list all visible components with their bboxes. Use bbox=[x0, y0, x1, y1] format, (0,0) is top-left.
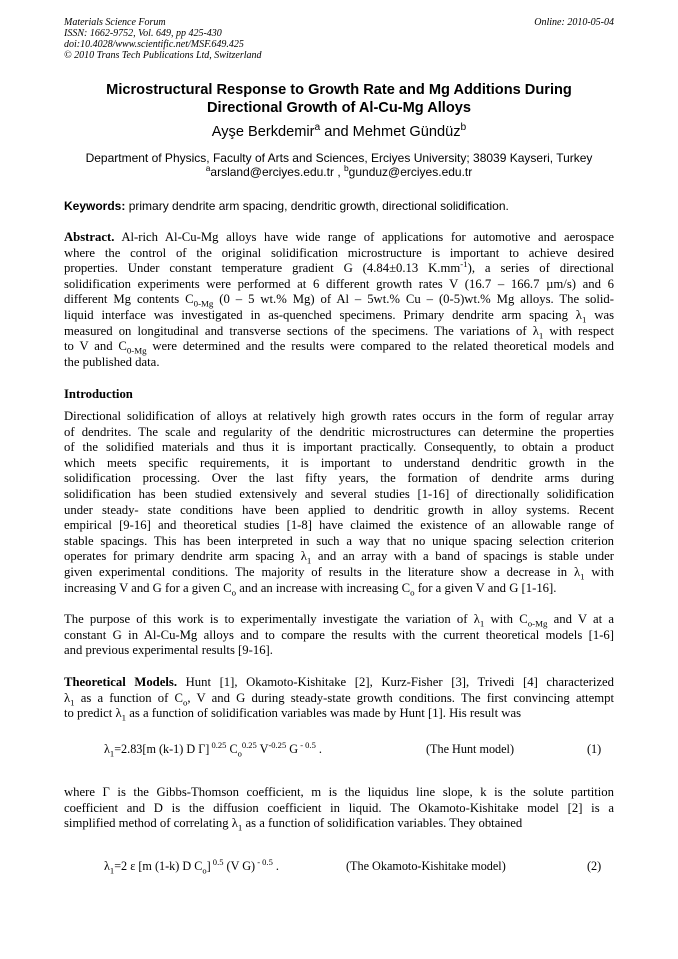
keywords-label: Keywords: bbox=[64, 199, 126, 213]
eq-term: =2 ε [m (1-k) D C bbox=[114, 859, 203, 873]
body-text: given experimental conditions. The majority of results in the literature show a decrease in λ bbox=[64, 564, 581, 579]
body-sub: 1 bbox=[479, 618, 485, 629]
abstract-line bbox=[64, 258, 614, 277]
body-sub: o bbox=[231, 587, 237, 598]
body-text: with C bbox=[484, 612, 528, 626]
eq-term: V bbox=[256, 742, 269, 756]
eq-sub: 1 bbox=[109, 865, 115, 876]
keywords-text: primary dendrite arm spacing, dendritic growth, directional solidification. bbox=[125, 199, 509, 213]
body-text: for a given V and G [1-16]. bbox=[414, 580, 557, 595]
body-line: Directional solidification of alloys at relatively high growth rates occurs in the form of regular array bbox=[64, 409, 614, 423]
eq-term: =2.83[m (k-1) D Γ] bbox=[114, 742, 210, 756]
body-sub: 1 bbox=[580, 571, 585, 582]
section-heading-theory: Theoretical Models. bbox=[64, 675, 178, 689]
body-line bbox=[64, 691, 614, 707]
equation-label: (The Okamoto-Kishitake model) bbox=[346, 859, 506, 873]
eq-term: (V G) bbox=[223, 859, 256, 873]
author-affil-mark: a bbox=[314, 122, 321, 134]
body-sub: 1 bbox=[121, 712, 127, 723]
body-line: stable spacings. This has been interpreted in such a way that no unique spacing selection criterion bbox=[64, 533, 614, 548]
body-text: simplified method of correlating λ bbox=[64, 816, 238, 831]
abstract-text: with respect bbox=[543, 323, 614, 338]
email-line bbox=[64, 165, 614, 179]
body-text: The purpose of this work is to experimentally investigate the variation of λ bbox=[64, 612, 480, 626]
equation-number: (2) bbox=[587, 859, 602, 873]
eq-term: G bbox=[286, 742, 299, 756]
equation-label: (The Hunt model) bbox=[426, 742, 514, 756]
abstract bbox=[64, 230, 614, 370]
abstract-text: liquid interface was investigated in as-quenched specimens. Primary dendrite arm spacing λ bbox=[64, 307, 582, 322]
body-text: and V at a bbox=[547, 612, 614, 626]
author-name: Ayşe Berkdemir bbox=[211, 124, 315, 140]
body-sub: 1 bbox=[306, 555, 312, 566]
body-text: , V and G during steady-state growth conditions. The first convincing attempt bbox=[187, 690, 614, 705]
body-text: as a function of solidification variables. They obtained bbox=[242, 816, 523, 831]
body-sub: 1 bbox=[237, 822, 243, 833]
body-text: operates for primary dendrite arm spacing λ bbox=[64, 549, 307, 564]
abstract-sub: 0-Mg bbox=[126, 345, 147, 356]
abstract-line bbox=[64, 324, 614, 340]
body-line: which meets specific requirements, it is important to understand dendritic growth in the bbox=[64, 455, 614, 470]
eq-term: . bbox=[315, 742, 322, 756]
introduction-paragraph bbox=[64, 409, 614, 596]
affiliation-line: Department of Physics, Faculty of Arts and Sciences, Erciyes University; 38039 Kayseri, Turkey bbox=[85, 151, 593, 165]
body-line: solidification has been studied extensively and several studies [1-16] of directionally solidification bbox=[64, 486, 614, 501]
body-line: under steady- state conditions have been applied to dendritic growth in alloy systems. Recent bbox=[64, 502, 614, 517]
body-line: of the solidified materials and thus it is important practically. Consequently, to obtain a product bbox=[64, 440, 614, 455]
author-name: Mehmet Gündüz bbox=[352, 124, 461, 140]
abstract-text: properties. Under constant temperature gradient G (4.84±0.13 K.mm bbox=[64, 261, 461, 276]
eq-sup: -0.25 bbox=[268, 739, 287, 750]
body-line bbox=[64, 549, 614, 565]
section-heading-introduction: Introduction bbox=[64, 387, 133, 401]
email-link[interactable]: arsland@erciyes.edu.tr bbox=[210, 165, 334, 179]
eq-sup: 0.5 bbox=[210, 856, 224, 867]
journal-header bbox=[64, 17, 262, 61]
eq-sub: o bbox=[237, 748, 242, 759]
email-mark: b bbox=[344, 163, 349, 173]
abstract-text: were determined and the results were compared to the related theoretical models and bbox=[146, 339, 614, 354]
body-text: Hunt [1], Okamoto-Kishitake [2], Kurz-Fisher [3], Trivedi [4] characterized bbox=[177, 675, 615, 689]
eq-term: . bbox=[272, 859, 279, 873]
abstract-text: ), a series of directional bbox=[467, 261, 614, 276]
abstract-text: was bbox=[586, 307, 615, 322]
body-line: where Γ is the Gibbs-Thomson coefficient, m is the liquidus line slope, k is the solute partition bbox=[64, 785, 614, 799]
eq-symbol: λ bbox=[104, 742, 110, 756]
author-list bbox=[64, 124, 614, 140]
eq-term: ] bbox=[206, 859, 211, 873]
paper-title bbox=[64, 82, 614, 117]
title-line: Directional Growth of Al-Cu-Mg Alloys bbox=[206, 99, 472, 116]
eq-sup: 0.25 bbox=[209, 739, 227, 750]
abstract-line: the published data. bbox=[64, 354, 160, 369]
body-text: to predict λ bbox=[64, 706, 122, 721]
abstract-line bbox=[64, 230, 614, 246]
body-line: and previous experimental results [9-16]. bbox=[64, 643, 273, 658]
eq-sub: o bbox=[202, 865, 207, 876]
email-link[interactable]: gunduz@erciyes.edu.tr bbox=[348, 165, 473, 179]
body-line bbox=[64, 816, 614, 832]
abstract-line bbox=[64, 308, 614, 324]
eq-symbol: λ bbox=[104, 859, 110, 873]
abstract-text: (0 – 5 wt.% Mg) of Al – 5wt.% Cu – (0-5)wt.% Mg alloys. The solid- bbox=[213, 292, 614, 307]
keywords bbox=[64, 199, 614, 213]
body-sub: o bbox=[410, 587, 415, 598]
body-sub: o bbox=[182, 697, 188, 708]
online-date: Online: 2010-05-04 bbox=[534, 17, 614, 28]
abstract-line bbox=[64, 339, 614, 355]
journal-doi: doi:10.4028/www.scientific.net/MSF.649.425 bbox=[64, 39, 244, 50]
abstract-sub: 1 bbox=[538, 330, 544, 341]
body-text: with bbox=[584, 564, 614, 579]
eq-sup: 0.25 bbox=[241, 739, 257, 750]
body-sub: 1 bbox=[70, 697, 75, 708]
body-sub: o-Mg bbox=[527, 618, 548, 629]
journal-name: Materials Science Forum bbox=[64, 17, 166, 28]
theory-paragraph bbox=[64, 785, 614, 832]
email-mark: a bbox=[205, 163, 211, 173]
body-text: increasing V and G for a given C bbox=[64, 580, 232, 595]
abstract-line bbox=[64, 292, 614, 308]
email-separator: , bbox=[333, 165, 344, 179]
journal-issn: ISSN: 1662-9752, Vol. 649, pp 425-430 bbox=[64, 28, 222, 39]
theory-paragraph bbox=[64, 675, 614, 722]
body-text: as a function of solidification variables was made by Hunt [1]. His result was bbox=[126, 706, 522, 721]
body-text: as a function of C bbox=[74, 690, 183, 705]
body-line bbox=[64, 706, 614, 722]
abstract-text: to V and C bbox=[64, 339, 127, 354]
affiliation bbox=[64, 151, 614, 179]
body-text: and an increase with increasing C bbox=[236, 580, 411, 595]
eq-sub: 1 bbox=[109, 748, 115, 759]
body-line bbox=[64, 675, 614, 691]
eq-sup: - 0.5 bbox=[298, 739, 316, 750]
body-line: of dendrites. The scale and regularity of the dendritic microstructures can determine the properties bbox=[64, 424, 614, 439]
body-text: λ bbox=[64, 690, 71, 705]
abstract-text: Al-rich Al-Cu-Mg alloys have wide range of applications for automotive and aerospace bbox=[114, 230, 614, 244]
abstract-line: solidification experiments were performed at 6 different growth rates V (16.7 – 166.7 µm/s) and 6 bbox=[64, 276, 614, 291]
equation-number: (1) bbox=[587, 742, 602, 756]
abstract-text: measured on longitudinal and transverse sections of the specimens. The variations of λ bbox=[64, 323, 539, 338]
body-line: coefficient and D is the diffusion coefficient in liquid. The Okamoto-Kishitake model [2] is a bbox=[64, 800, 614, 815]
abstract-sup: -1 bbox=[460, 258, 468, 269]
author-affil-mark: b bbox=[460, 122, 467, 134]
eq-term: C bbox=[226, 742, 238, 756]
abstract-sub: 1 bbox=[581, 314, 587, 325]
body-line bbox=[64, 565, 614, 581]
abstract-label: Abstract. bbox=[64, 230, 115, 244]
equation-okamoto-kishitake bbox=[104, 856, 279, 876]
journal-copyright: © 2010 Trans Tech Publications Ltd, Switzerland bbox=[64, 50, 262, 61]
body-text: and an array with a band of spacings is stable under bbox=[311, 549, 614, 564]
body-line: solidification processing. Over the last fifty years, the formation of dendrite arms during bbox=[64, 471, 614, 486]
title-line: Microstructural Response to Growth Rate and Mg Additions During bbox=[106, 82, 572, 98]
body-line bbox=[64, 581, 614, 597]
body-line: empirical [9-16] and theoretical studies [1-8] have claimed the existence of an allowable range of bbox=[64, 518, 614, 533]
body-line: constant G in Al-Cu-Mg alloys and to compare the results with the current theoretical models [1-6] bbox=[64, 627, 614, 642]
introduction-paragraph bbox=[64, 612, 614, 659]
eq-sup: - 0.5 bbox=[255, 856, 273, 867]
abstract-text: different Mg contents C bbox=[64, 292, 194, 307]
abstract-line: where the control of the original solidification microstructure is important to achieve desired bbox=[64, 245, 614, 260]
equation-hunt bbox=[104, 739, 322, 759]
body-line bbox=[64, 612, 614, 628]
author-conjunction: and bbox=[320, 124, 353, 140]
abstract-sub: 0-Mg bbox=[193, 298, 214, 309]
